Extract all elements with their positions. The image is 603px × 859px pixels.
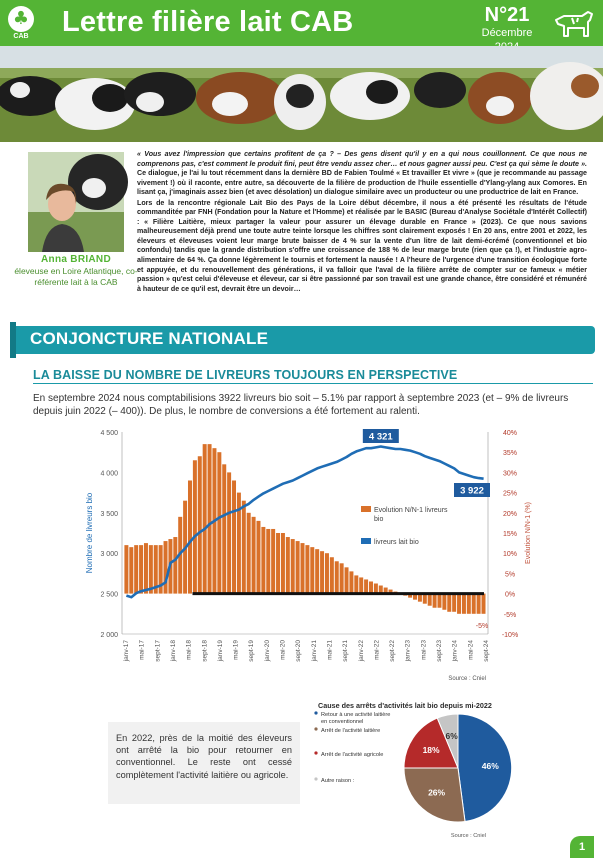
bar-evolution — [330, 557, 334, 593]
x-tick-label: janv-20 — [263, 640, 271, 662]
bar-evolution — [437, 594, 441, 608]
legend-swatch-evolution — [361, 506, 371, 512]
peak-label: 4 321 — [368, 431, 393, 443]
bar-evolution — [188, 480, 192, 593]
lead-paragraph: En septembre 2024 nous comptabilisions 3922 livreurs bio soit – 5.1% par rapport à septembre 2023 (et – 9% de livreurs depuis juin 2022 (– 400)). De plus, le nombre de conversions a été fortement au ralenti. — [33, 393, 569, 417]
livreurs-chart — [86, 424, 546, 686]
bar-evolution — [208, 444, 212, 593]
y2-tick-label: 20% — [502, 510, 518, 518]
portrait-photo — [28, 152, 124, 252]
bar-evolution — [247, 513, 251, 594]
pie-legend-bullet — [314, 751, 317, 754]
x-tick-label: mai-19 — [232, 640, 240, 660]
bar-evolution — [447, 594, 451, 612]
bar-evolution — [423, 594, 427, 604]
bar-evolution — [129, 547, 133, 593]
x-tick-label: sept-20 — [295, 640, 303, 662]
bar-evolution — [335, 561, 339, 593]
y-tick-label: 2 500 — [100, 591, 118, 599]
bar-evolution — [315, 549, 319, 593]
bar-evolution — [286, 537, 290, 594]
bar-evolution — [266, 529, 270, 594]
section-band-tab — [10, 322, 16, 358]
pie-legend-label: Autre raison : — [321, 778, 355, 784]
bar-evolution — [428, 594, 432, 606]
x-tick-label: sept-19 — [248, 640, 256, 662]
x-tick-label: mai-18 — [185, 640, 193, 660]
bar-evolution — [462, 594, 466, 614]
last-pct-label: -5% — [475, 622, 489, 630]
pie-legend-label: Arrêt de l'activité laitière — [321, 728, 381, 734]
y2-tick-label: 15% — [502, 531, 518, 538]
x-tick-label: mai-20 — [279, 640, 287, 660]
pie-value-label: 18% — [422, 745, 440, 755]
x-tick-label: mai-22 — [373, 640, 381, 660]
newsletter-title: Lettre filière lait CAB — [62, 6, 354, 38]
bar-evolution — [149, 545, 153, 593]
bar-evolution — [271, 529, 275, 594]
x-tick-label: janv-21 — [310, 640, 318, 662]
pie-source: Source : Cniel — [450, 833, 486, 839]
author-portrait — [28, 152, 124, 252]
pie-value-label: 26% — [428, 787, 446, 798]
y-tick-label: 3 000 — [100, 551, 118, 559]
x-tick-label: janv-23 — [404, 640, 412, 662]
editorial-text — [137, 150, 587, 295]
y2-tick-label: 25% — [502, 490, 518, 498]
legend-label-evolution: Evolution N/N-1 livreurs — [374, 507, 448, 514]
x-tick-label: sept-21 — [342, 640, 350, 662]
y2-tick-label: 35% — [502, 450, 518, 458]
pie-value-label: 46% — [481, 760, 499, 771]
x-tick-label: mai-24 — [467, 640, 475, 660]
x-tick-label: janv-18 — [169, 640, 177, 662]
bar-evolution — [310, 547, 314, 593]
bar-evolution — [198, 456, 202, 593]
bar-evolution — [442, 594, 446, 610]
editorial-quote: « Vous avez l'impression que certains profitent de ça ? – Des gens disent qu'il y en a qui nous couillonnent. Ce que nous ne comprenons pas, c'est comment le produit fini, peut être vendu assez cher… et nous gagner aussi peu. C'est ça qui sème le doute ». — [137, 150, 587, 168]
y2-tick-label: -10% — [501, 632, 519, 639]
editorial-paragraph-1: Ce dialogue, je l'ai lu tout récemment dans la dernière BD de Fabien Toulmé « Et travailler Et vivre » (que je recommande au passage vivement !) où il raconte, entre autre, sa découverte de la filière de production de l'huile essentielle d'Ylang-ylang aux Comores. En lisant ça, j'imaginais assez bien (et avec désolation) un dialogue similaire avec un producteur ou une productrice de lait en France. — [137, 169, 587, 197]
y2-tick-label: 0% — [504, 591, 516, 599]
author-role: éleveuse en Loire Atlantique, co-référente lait à la CAB — [14, 266, 138, 287]
pie-chart-svg — [308, 694, 512, 842]
y2-tick-label: 5% — [504, 571, 516, 579]
page-number: 1 — [570, 836, 594, 858]
pie-value-label: 6% — [445, 731, 458, 742]
pie-legend-bullet — [314, 711, 317, 714]
bar-evolution — [203, 444, 207, 593]
y-tick-label: 4 500 — [100, 430, 118, 437]
bar-evolution — [477, 594, 481, 614]
clover-icon: ♣ — [8, 6, 34, 32]
bar-evolution — [222, 464, 226, 593]
cab-logo — [6, 4, 36, 42]
x-tick-label: janv-19 — [216, 640, 224, 662]
logo-text: CAB — [13, 33, 29, 40]
chart-source: Source : Cniel — [448, 676, 486, 682]
issue-date: Décembre — [481, 27, 533, 39]
section-title: CONJONCTURE NATIONALE — [30, 329, 269, 348]
bar-evolution — [345, 567, 349, 593]
subtitle-rule — [33, 383, 593, 384]
pie-chart — [308, 694, 512, 842]
y2-tick-label: -5% — [503, 611, 517, 619]
bar-evolution — [296, 541, 300, 594]
bar-evolution — [482, 594, 486, 614]
bar-evolution — [252, 517, 256, 594]
x-tick-label: janv-17 — [123, 640, 130, 662]
bar-evolution — [256, 521, 260, 594]
y-tick-label: 3 500 — [100, 510, 118, 518]
bar-evolution — [242, 501, 246, 594]
bar-evolution — [139, 545, 143, 593]
x-tick-label: mai-17 — [138, 640, 146, 660]
legend-swatch-livreurs — [361, 538, 371, 544]
bar-evolution — [134, 545, 138, 593]
x-tick-label: sept-24 — [483, 640, 490, 662]
bar-evolution — [452, 594, 456, 612]
cow-icon — [552, 6, 596, 42]
bar-evolution — [227, 472, 231, 593]
bar-evolution — [364, 579, 368, 593]
y2-tick-label: 40% — [502, 430, 518, 437]
bar-evolution — [467, 594, 471, 614]
bar-evolution — [301, 543, 305, 594]
y2-axis-title: Evolution N/N-1 (%) — [525, 502, 532, 564]
livreurs-chart-svg — [86, 424, 546, 686]
bar-evolution — [281, 533, 285, 594]
bar-evolution — [276, 533, 280, 594]
bar-evolution — [374, 584, 378, 594]
cows-photo-banner — [0, 46, 603, 142]
pie-legend-label: Retour à une activité laitière — [321, 712, 391, 718]
x-tick-label: sept-17 — [154, 640, 162, 662]
x-tick-label: mai-23 — [420, 640, 428, 660]
bar-evolution — [144, 543, 148, 594]
bar-evolution — [173, 537, 177, 594]
issue-number: N°21 — [484, 4, 530, 26]
cows-photo — [0, 46, 603, 142]
bar-evolution — [349, 571, 353, 593]
bar-evolution — [164, 541, 168, 594]
bar-evolution — [305, 545, 309, 593]
x-tick-label: sept-23 — [436, 640, 444, 662]
author-name: Anna BRIAND — [41, 254, 111, 265]
bar-evolution — [193, 460, 197, 593]
bar-evolution — [325, 553, 329, 593]
bar-evolution — [291, 539, 295, 594]
note-text: En 2022, près de la moitié des éleveurs ont arrêté la bio pour retourner en conventionnel. Le reste ont cessé complètement l'activité laitière ou agricole. — [116, 733, 292, 780]
bar-evolution — [124, 545, 128, 593]
last-label: 3 922 — [460, 485, 484, 497]
bar-evolution — [359, 577, 363, 593]
bar-evolution — [340, 563, 344, 593]
bar-evolution — [354, 575, 358, 593]
pie-legend-label: Arrêt de l'activité agricole — [321, 752, 384, 758]
editorial-paragraph-2: Lors de la rencontre régionale Lait Bio des Pays de la Loire début décembre, il nous a été présenté les résultats de l'étude commanditée par FNH (Fondation pour la Nature et l'Homme) et réalisée par le BASIC (Bureau d'Analyse Sociétale d'Intérêt Collectif) : « Filière Laitière, mieux partager la valeur pour assurer un élevage durable en France » (2023). Ce que nous savions malheureusement déjà prend une toute autre teinte lorsque les chiffres sont clairement exposés ! En 20 ans, entre 2001 et 2022, les éleveurs et éleveuses voient leur marge brute baisser de 4 % sur la vente d'un litre de lait demi-écrémé (conventionnel et bio confondu) tandis que la grande distribution s'offre une croissance de 188 % de leur marge brute (rien que ça !), et l'industrie agro-alimentaire de 64 %. Ça donne légèrement le tournis et fortement la nausée ! A l'heure de l'urgence d'une transition écologique forte et appuyée, et du renouvellement des générations, il va falloir que l'aval de la filière arrête de compter sur ce fameux « métier passion » qu'est celui d'éleveuse et éleveur, car si être passionné par son travail est une grande chance, être considéré et rémunéré à hauteur de ce qu'il est, devrait être un devoir… — [137, 198, 587, 293]
bar-evolution — [320, 551, 324, 593]
bar-evolution — [217, 452, 221, 593]
pie-legend-label-cont: en conventionnel — [321, 719, 364, 725]
x-tick-label: janv-24 — [451, 640, 459, 662]
pie-legend-bullet — [314, 727, 317, 730]
legend-label-livreurs: livreurs lait bio — [374, 539, 419, 546]
bar-evolution — [261, 527, 265, 594]
y-axis-title: Nombre de livreurs bio — [85, 492, 94, 574]
section-subtitle: LA BAISSE DU NOMBRE DE LIVREURS TOUJOURS EN PERSPECTIVE — [33, 368, 458, 382]
x-tick-label: janv-22 — [357, 640, 365, 662]
y-tick-label: 4 000 — [100, 470, 118, 478]
bar-evolution — [369, 581, 373, 593]
bar-evolution — [232, 480, 236, 593]
pie-legend-bullet — [314, 777, 317, 780]
bar-evolution — [457, 594, 461, 614]
y2-tick-label: 30% — [502, 470, 518, 478]
pie-title: Cause des arrêts d'activités lait bio depuis mi-2022 — [318, 701, 492, 710]
x-tick-label: sept-18 — [201, 640, 209, 662]
x-tick-label: sept-22 — [389, 640, 397, 662]
y2-tick-label: 10% — [502, 551, 518, 559]
header-bar — [0, 0, 603, 46]
legend-label-evolution-2: bio — [374, 516, 384, 523]
bar-evolution — [433, 594, 437, 608]
x-tick-label: mai-21 — [326, 640, 334, 660]
y-tick-label: 2 000 — [100, 632, 118, 639]
bar-evolution — [472, 594, 476, 614]
